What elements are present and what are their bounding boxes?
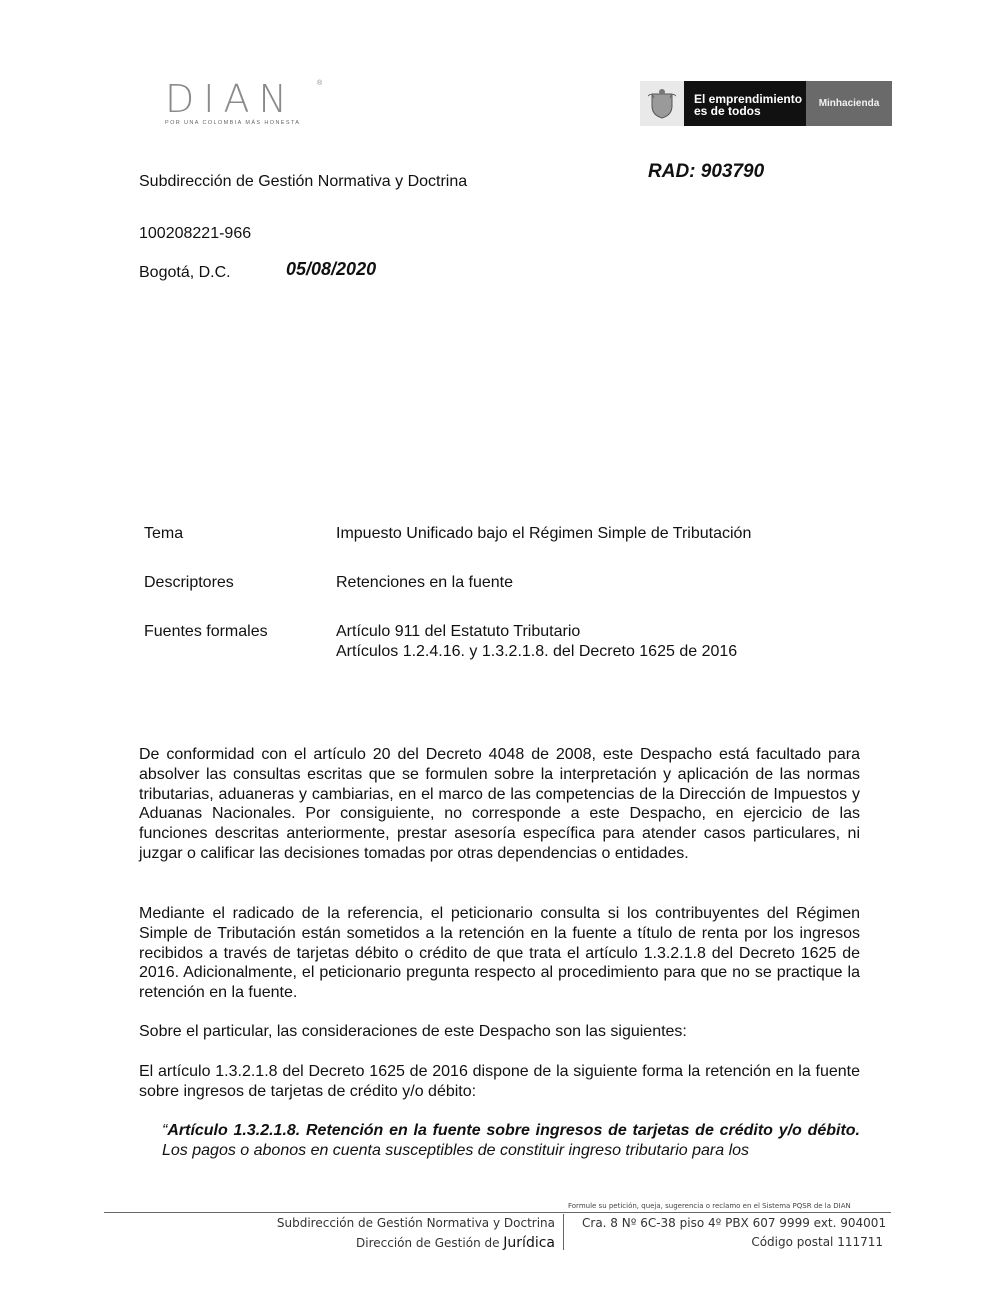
dian-registered-mark: ®	[317, 80, 323, 87]
gov-slogan-line2: es de todos	[694, 104, 761, 118]
footer-postal-code: Código postal 111711	[751, 1235, 883, 1249]
dian-logo	[165, 77, 325, 128]
office-name: Subdirección de Gestión Normativa y Doctrina	[139, 173, 468, 190]
meta-value-line: Artículos 1.2.4.16. y 1.3.2.1.8. del Decreto 1625 de 2016	[336, 643, 738, 660]
meta-label-descriptores: Descriptores	[144, 574, 234, 591]
footer-pqsr-note: Formule su petición, queja, sugerencia o reclamo en el Sistema PQSR de la DIAN	[568, 1202, 851, 1210]
rad-number: RAD: 903790	[648, 161, 765, 182]
body-paragraph-2: Mediante el radicado de la referencia, el peticionario consulta si los contribuyentes del Régimen Simple de Tributación están sometidos a la retención en la fuente a título de renta por los ingresos recibidos a través de tarjetas débito o crédito de que trata el artículo 1.3.2.1.8 del Decreto 1625 de 2016. Adicionalmente, el peticionario pregunta respecto al procedimiento para que no se practique la retención en la fuente.	[139, 905, 860, 1002]
quote-article-title: Artículo 1.3.2.1.8. Retención en la fuente sobre ingresos de tarjetas de crédito y/o débito.	[167, 1122, 860, 1139]
quote-mark: “	[162, 1122, 168, 1139]
meta-value-tema	[336, 524, 751, 544]
body-paragraph-3: Sobre el particular, las consideraciones de este Despacho son las siguientes:	[139, 1023, 687, 1040]
meta-value-line: Retenciones en la fuente	[336, 574, 514, 591]
body-paragraph-4: El artículo 1.3.2.1.8 del Decreto 1625 de 2016 dispone de la siguiente forma la retención en la fuente sobre ingresos de tarjetas de crédito y/o débito:	[139, 1063, 860, 1100]
document-number: 100208221-966	[139, 225, 252, 242]
footer-vertical-divider	[563, 1214, 564, 1250]
gov-slogan-line1: El emprendimiento	[694, 92, 803, 106]
meta-label-tema: Tema	[144, 525, 184, 542]
footer-divider	[104, 1212, 891, 1213]
meta-value-descriptores	[336, 573, 513, 593]
footer-direction-name: Jurídica	[503, 1235, 555, 1251]
city: Bogotá, D.C.	[139, 264, 231, 281]
footer-direction	[356, 1235, 555, 1251]
meta-value-fuentes	[336, 622, 737, 662]
quoted-article	[162, 1121, 860, 1161]
ministry-label: Minhacienda	[806, 81, 892, 126]
coat-of-arms-icon	[640, 81, 684, 126]
dian-tagline: POR UNA COLOMBIA MÁS HONESTA	[165, 120, 301, 126]
footer-office: Subdirección de Gestión Normativa y Doctrina	[276, 1216, 555, 1230]
meta-value-line: Artículo 911 del Estatuto Tributario	[336, 623, 581, 640]
quote-article-text: Los pagos o abonos en cuenta susceptibles de constituir ingreso tributario para los	[162, 1141, 750, 1159]
body-paragraph-1: De conformidad con el artículo 20 del Decreto 4048 de 2008, este Despacho está facultado para absolver las consultas escritas que se formulen sobre la interpretación y aplicación de las normas tributarias, aduaneras y cambiarias, en el marco de las competencias de la Dirección de Impuestos y Aduanas Nacionales. Por consiguiente, no corresponde a este Despacho, en ejercicio de las funciones descritas anteriormente, prestar asesoría específica para atender casos particulares, ni juzgar o calificar las decisiones tomadas por otras dependencias o entidades.	[139, 746, 860, 862]
dian-logo-text: DIAN	[165, 77, 296, 121]
footer-direction-prefix: Dirección de Gestión de	[356, 1236, 504, 1250]
gov-slogan	[684, 81, 806, 126]
meta-label-fuentes: Fuentes formales	[144, 623, 268, 640]
government-banner	[640, 81, 892, 126]
letter-date: 05/08/2020	[286, 259, 377, 279]
meta-value-line: Impuesto Unificado bajo el Régimen Simple de Tributación	[336, 525, 752, 542]
footer-address: Cra. 8 Nº 6C-38 piso 4º PBX 607 9999 ext. 904001	[582, 1216, 887, 1230]
